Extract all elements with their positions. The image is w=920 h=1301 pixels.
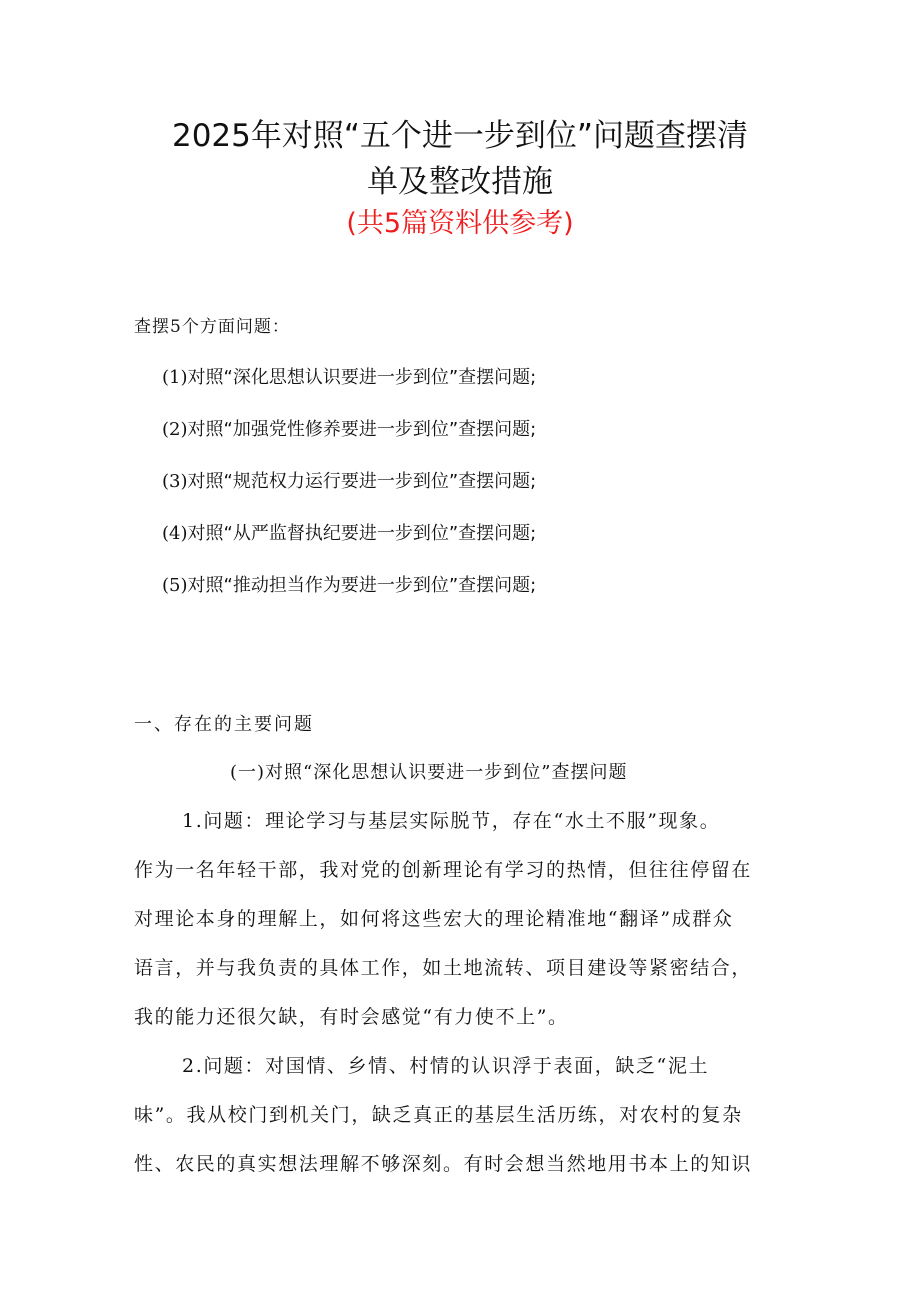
section-heading: 一、存在的主要问题	[134, 714, 314, 735]
document-title-line-1: 2025年对照“五个进一步到位”问题查摆清	[171, 118, 748, 154]
aspect-text: 对照“加强党性修养要进一步到位”查摆问题;	[187, 419, 537, 440]
aspect-text: 对照“从严监督执纪要进一步到位”查摆问题;	[187, 523, 537, 544]
aspect-item-4	[162, 519, 536, 545]
aspect-number: (2)	[162, 419, 188, 440]
paragraph-line: 性、农民的真实想法理解不够深刻。有时会想当然地用书本上的知识	[134, 1153, 753, 1175]
document-title-line-2: 单及整改措施	[367, 164, 553, 200]
paragraph-line: 我的能力还很欠缺，有时会感觉“有力使不上”。	[134, 1006, 569, 1028]
aspect-number: (4)	[162, 523, 188, 544]
aspect-item-5	[162, 571, 536, 597]
paragraph-line: 语言，并与我负责的具体工作，如土地流转、项目建设等紧密结合，	[134, 957, 753, 979]
aspect-number: (1)	[162, 367, 188, 388]
aspect-number: (3)	[162, 471, 188, 492]
aspect-text: 对照“推动担当作为要进一步到位”查摆问题;	[187, 575, 537, 596]
aspect-item-2	[162, 415, 536, 441]
paragraph-line: 对理论本身的理解上，如何将这些宏大的理论精准地“翻译”成群众	[134, 908, 734, 930]
aspect-item-1	[162, 363, 536, 389]
aspect-text: 对照“规范权力运行要进一步到位”查摆问题;	[187, 471, 537, 492]
aspect-text: 对照“深化思想认识要进一步到位”查摆问题;	[187, 367, 537, 388]
intro-text: 查摆5个方面问题：	[134, 317, 290, 337]
paragraph-line: 1.问题：理论学习与基层实际脱节，存在“水土不服”现象。	[182, 810, 721, 832]
paragraph-line: 2.问题：对国情、乡情、村情的认识浮于表面，缺乏“泥土	[182, 1055, 710, 1077]
paragraph-line: 味”。我从校门到机关门，缺乏真正的基层生活历练，对农村的复杂	[134, 1104, 743, 1126]
paragraph-line: 作为一名年轻干部，我对党的创新理论有学习的热情，但往往停留在	[134, 859, 753, 881]
document-subtitle: (共5篇资料供参考)	[346, 208, 574, 239]
subsection-heading: (一)对照“深化思想认识要进一步到位”查摆问题	[230, 762, 628, 783]
aspect-item-3	[162, 467, 536, 493]
aspect-number: (5)	[162, 575, 188, 596]
